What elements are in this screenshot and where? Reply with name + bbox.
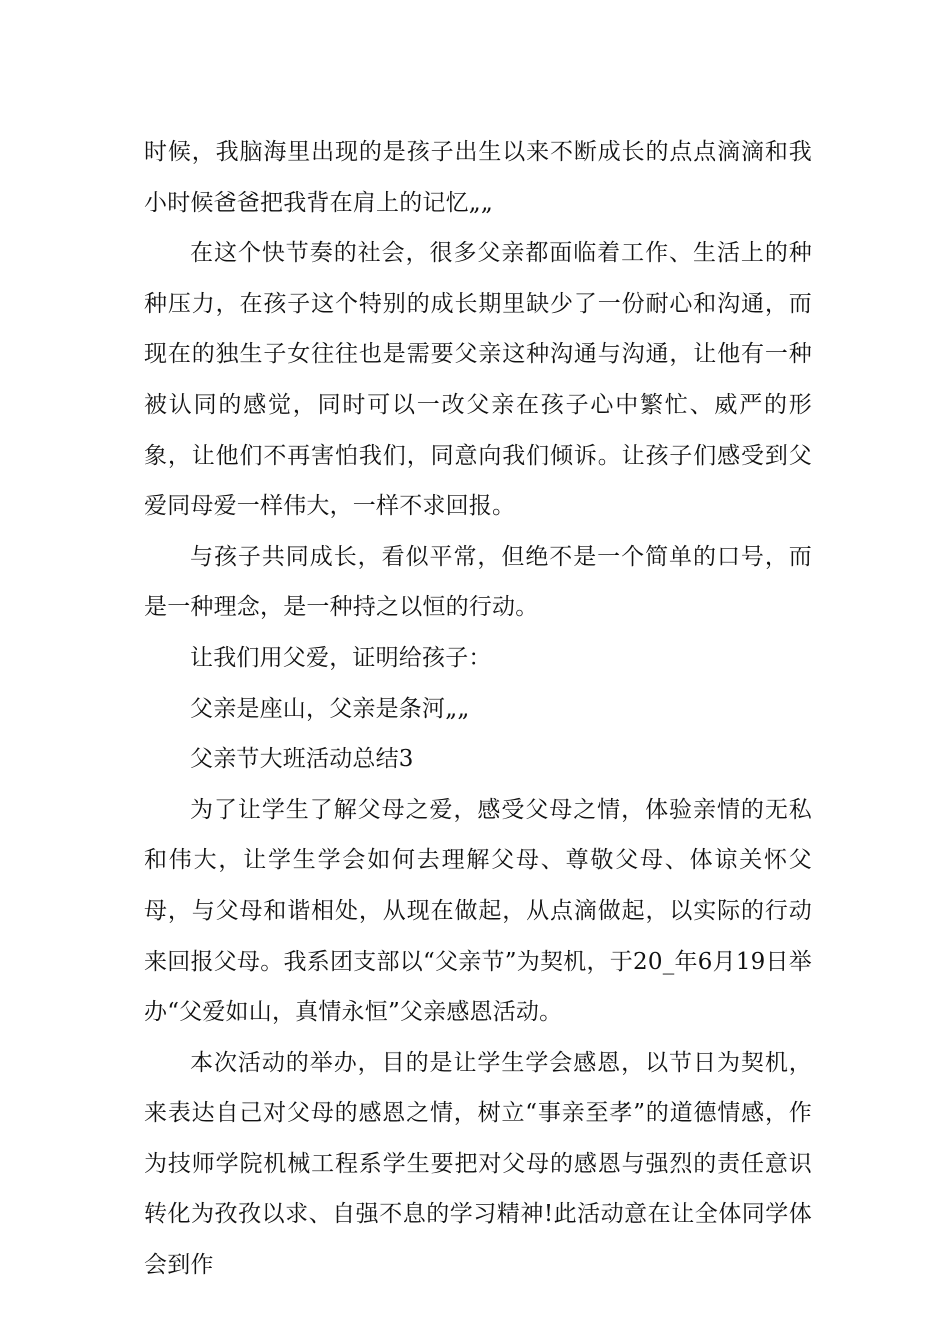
paragraph-6: 为了让学生了解父母之爱，感受父母之情，体验亲情的无私和伟大，让学生学会如何去理解父母、尊敬父母、体谅关怀父母，与父母和谐相处，从现在做起，从点滴做起，以实际的行动来回报父母。我系团支部以“父亲节”为契机，于20_年6月19日举办“父爱如山，真情永恒”父亲感恩活动。	[144, 796, 812, 1026]
paragraph-3: 与孩子共同成长，看似平常，但绝不是一个简单的口号，而是一种理念，是一种持之以恒的行动。	[144, 543, 812, 621]
section-heading: 父亲节大班活动总结3	[190, 746, 414, 773]
paragraph-4: 让我们用父爱，证明给孩子：	[190, 644, 492, 671]
paragraph-7: 本次活动的举办，目的是让学生学会感恩，以节日为契机，来表达自己对父母的感恩之情，树立“事亲至孝”的道德情感，作为技师学院机械工程系学生要把对父母的感恩与强烈的责任意识转化为孜孜以求、自强不息的学习精神!此活动意在让全体同学体会到作	[144, 1049, 812, 1279]
paragraph-1: 时候，我脑海里出现的是孩子出生以来不断成长的点点滴滴和我小时候爸爸把我背在肩上的记忆„„	[144, 139, 812, 216]
document-body	[144, 127, 812, 1291]
paragraph-2: 在这个快节奏的社会，很多父亲都面临着工作、生活上的种种压力，在孩子这个特别的成长期里缺少了一份耐心和沟通，而现在的独生子女往往也是需要父亲这种沟通与沟通，让他有一种被认同的感觉，同时可以一改父亲在孩子心中繁忙、威严的形象，让他们不再害怕我们，同意向我们倾诉。让孩子们感受到父爱同母爱一样伟大，一样不求回报。	[144, 240, 812, 520]
paragraph-5: 父亲是座山，父亲是条河„„	[190, 695, 470, 722]
